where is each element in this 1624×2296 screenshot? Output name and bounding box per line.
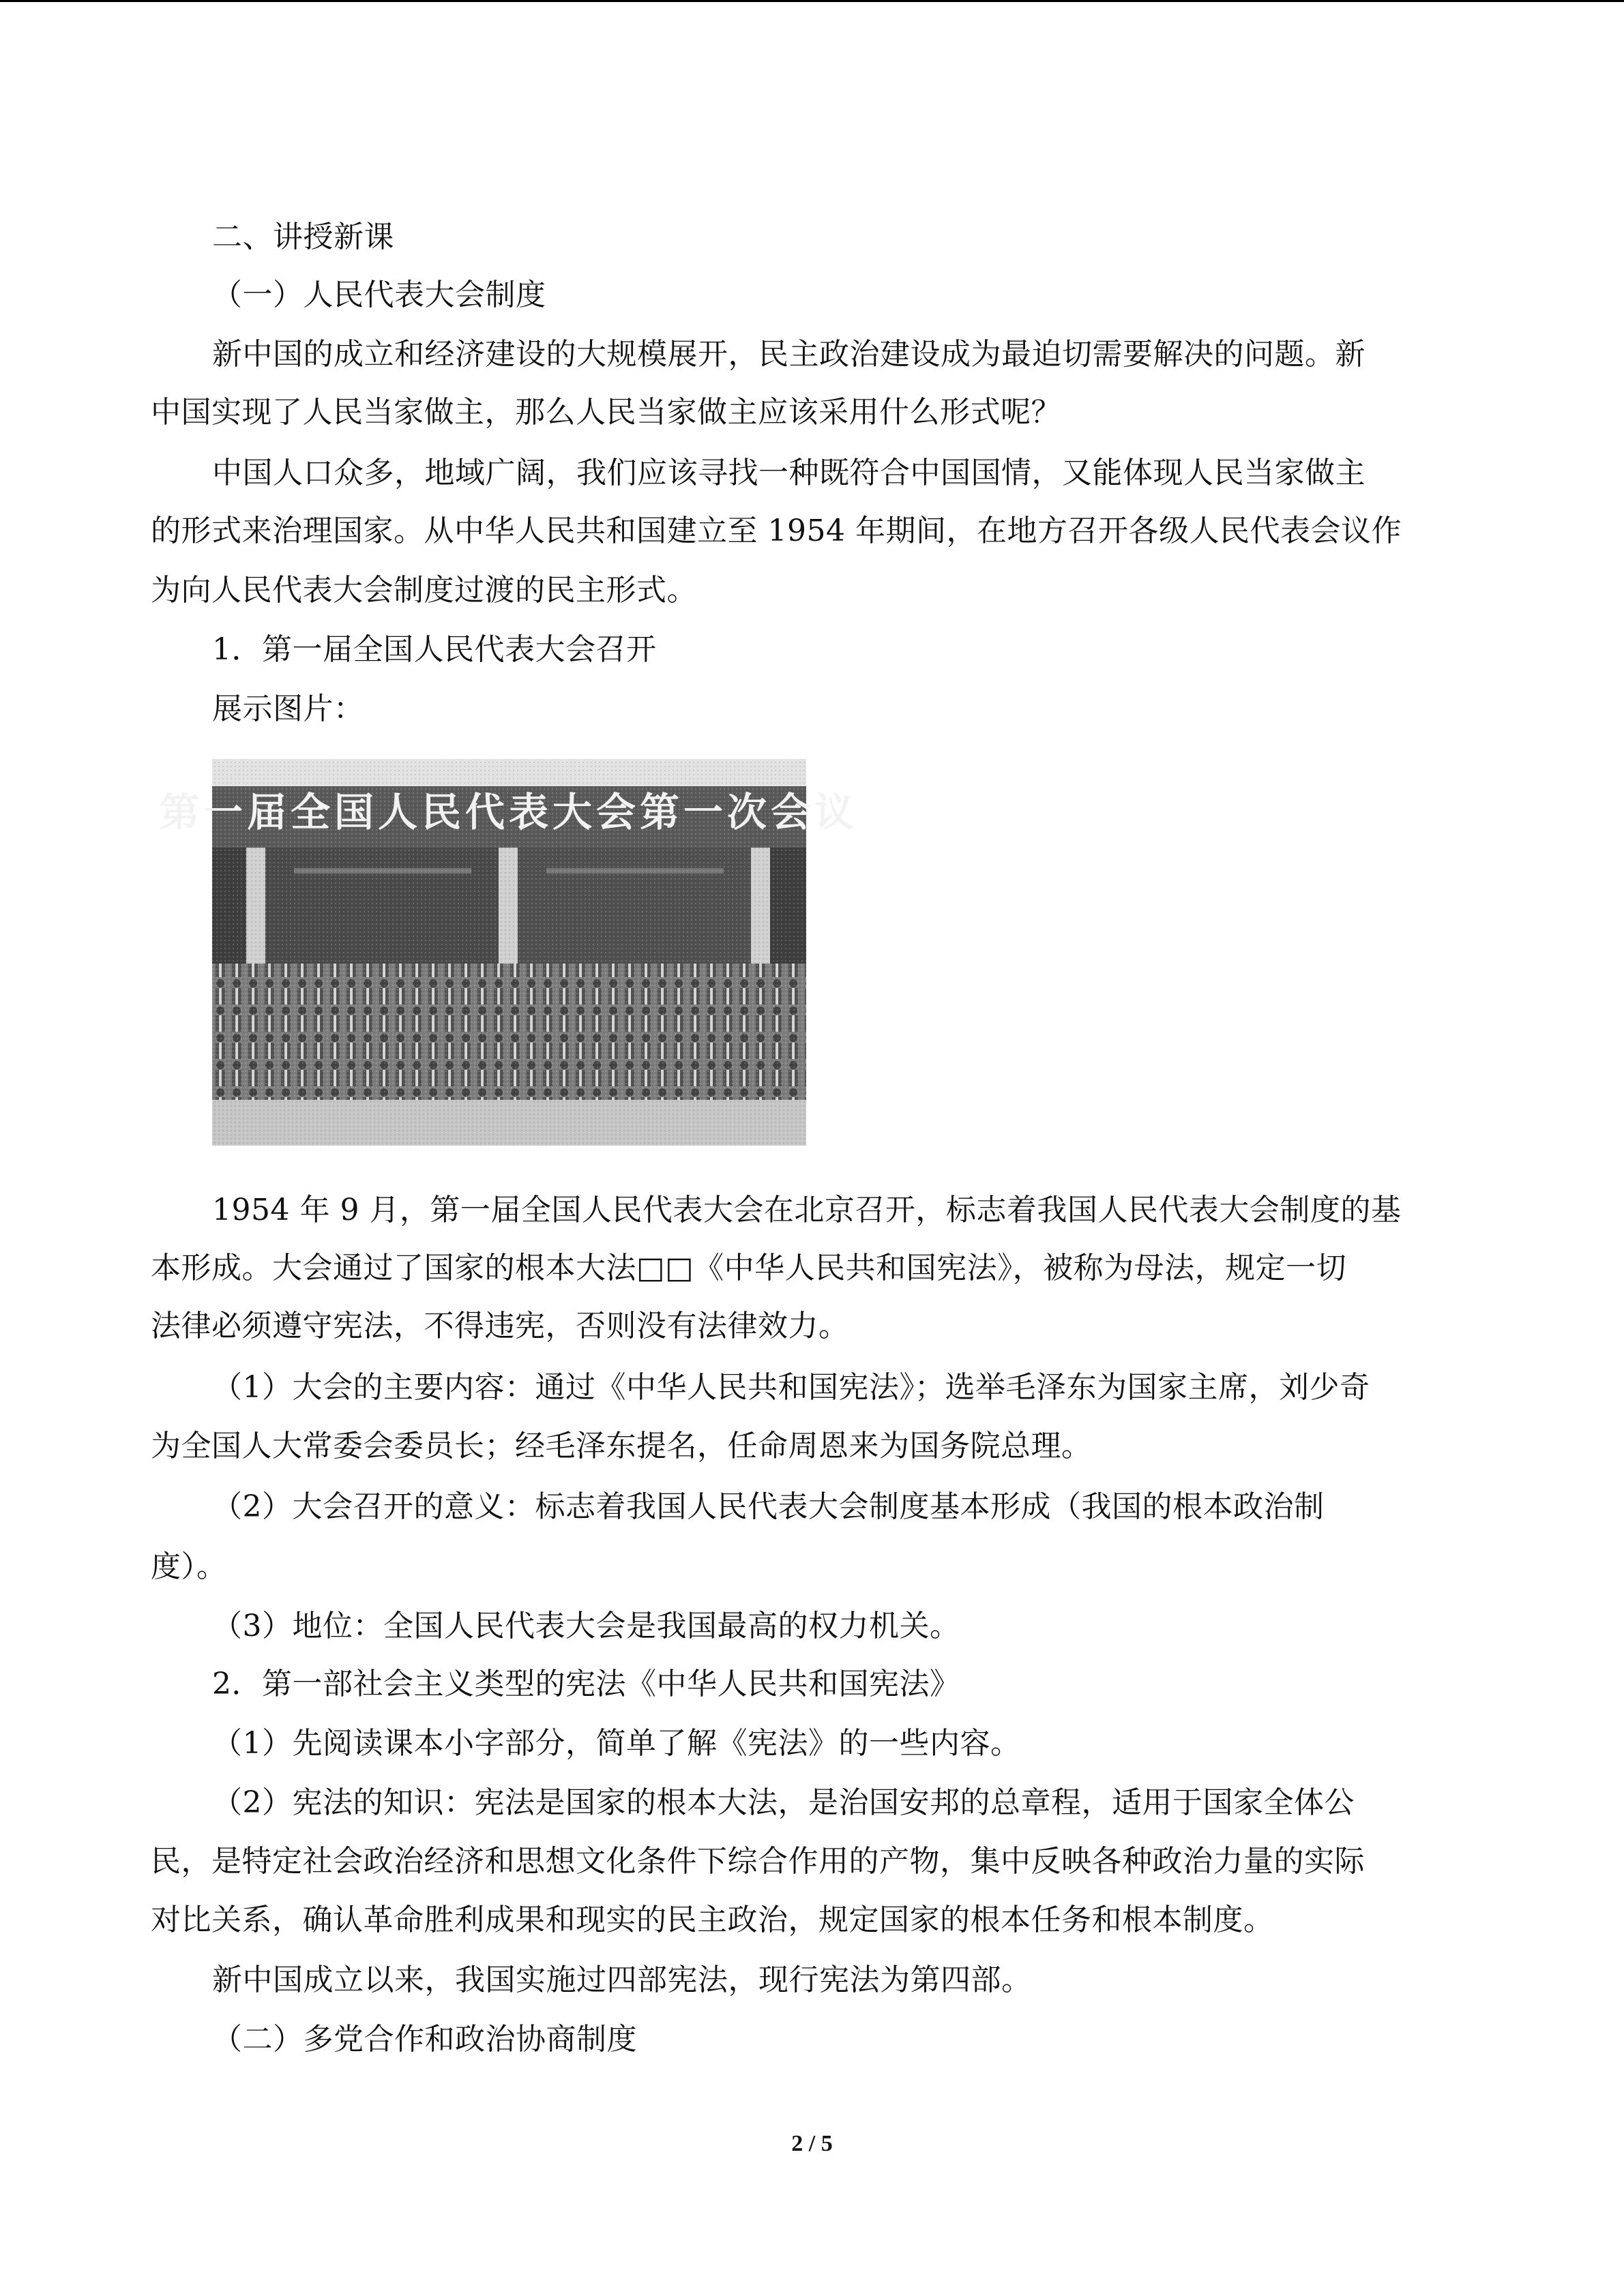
paragraph-line: 的形式来治理国家。从中华人民共和国建立至 1954 年期间，在地方召开各级人民代表会议作 bbox=[151, 513, 1402, 548]
paragraph-line: 中国人口众多，地域广阔，我们应该寻找一种既符合中国国情，又能体现人民当家做主 bbox=[212, 456, 1365, 490]
numbered-heading: 1．第一届全国人民代表大会召开 bbox=[212, 632, 657, 667]
paragraph-line: 为全国人大常委会委员长；经毛泽东提名，任命周恩来为国务院总理。 bbox=[151, 1429, 1092, 1463]
paragraph-line: 中国实现了人民当家做主，那么人民当家做主应该采用什么形式呢？ bbox=[151, 395, 1061, 430]
page-number: 2 / 5 bbox=[791, 2131, 833, 2156]
paragraph-line: 新中国的成立和经济建设的大规模展开，民主政治建设成为最迫切需要解决的问题。新 bbox=[212, 337, 1365, 372]
subsection-heading: （一）人民代表大会制度 bbox=[212, 278, 546, 312]
paragraph-line: （2）大会召开的意义：标志着我国人民代表大会制度基本形成（我国的根本政治制 bbox=[212, 1489, 1325, 1524]
section-heading: 二、讲授新课 bbox=[212, 220, 394, 254]
subsection-heading: （二）多党合作和政治协商制度 bbox=[212, 2022, 637, 2057]
paragraph-line: （3）地位：全国人民代表大会是我国最高的权力机关。 bbox=[212, 1609, 960, 1643]
congress-photo bbox=[159, 759, 859, 1146]
numbered-heading: 2．第一部社会主义类型的宪法《中华人民共和国宪法》 bbox=[212, 1667, 960, 1701]
paragraph-line: 新中国成立以来，我国实施过四部宪法，现行宪法为第四部。 bbox=[212, 1963, 1032, 1997]
paragraph-line: 对比关系，确认革命胜利成果和现实的民主政治，规定国家的根本任务和根本制度。 bbox=[151, 1903, 1274, 1937]
paragraph-line: 为向人民代表大会制度过渡的民主形式。 bbox=[151, 573, 697, 608]
paragraph-line: 度）。 bbox=[151, 1549, 227, 1584]
paragraph-line: （1）先阅读课本小字部分，简单了解《宪法》的一些内容。 bbox=[212, 1726, 1021, 1761]
paragraph-line: （2）宪法的知识：宪法是国家的根本大法，是治国安邦的总章程，适用于国家全体公 bbox=[212, 1785, 1355, 1820]
paragraph-line: 展示图片： bbox=[212, 691, 364, 726]
photo-banner-text: 第一届全国人民代表大会第一次会议 bbox=[159, 789, 859, 835]
paragraph-line: 法律必须遵守宪法，不得违宪，否则没有法律效力。 bbox=[151, 1309, 849, 1343]
paragraph-line: 本形成。大会通过了国家的根本大法□□《中华人民共和国宪法》，被称为母法，规定一切 bbox=[151, 1251, 1347, 1285]
paragraph-line: 1954 年 9 月，第一届全国人民代表大会在北京召开，标志着我国人民代表大会制度的基 bbox=[212, 1193, 1402, 1227]
paragraph-line: 民，是特定社会政治经济和思想文化条件下综合作用的产物，集中反映各种政治力量的实际 bbox=[151, 1844, 1365, 1879]
paragraph-line: （1）大会的主要内容：通过《中华人民共和国宪法》；选举毛泽东为国家主席，刘少奇 bbox=[212, 1370, 1370, 1405]
